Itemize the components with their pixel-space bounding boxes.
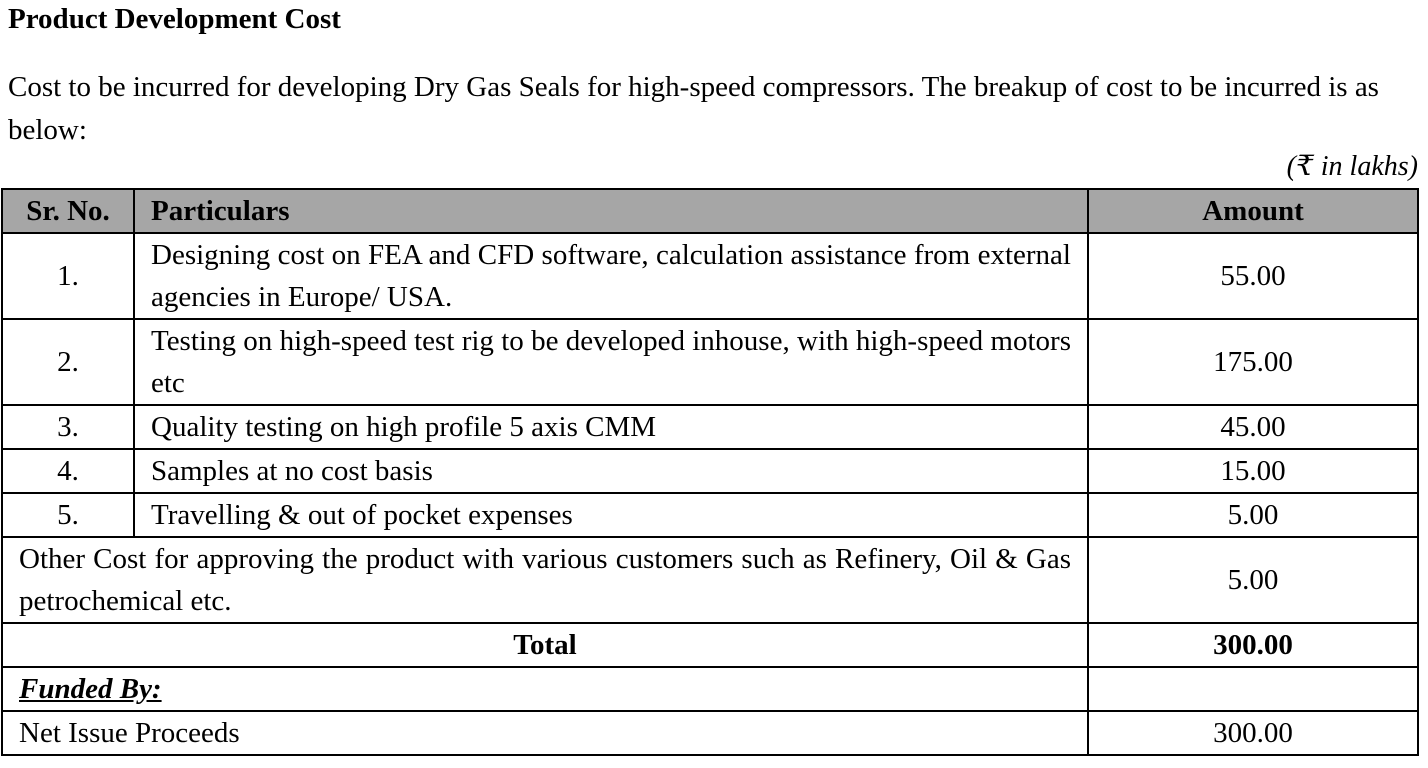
row-sr-no: 2.: [2, 319, 134, 405]
row-particulars: Quality testing on high profile 5 axis CMM: [134, 405, 1088, 449]
header-particulars: Particulars: [134, 189, 1088, 233]
table-header-row: [2, 189, 1418, 233]
unit-note: (₹ in lakhs): [1286, 151, 1418, 182]
cost-table: [1, 188, 1419, 756]
row-amount: 5.00: [1088, 493, 1418, 537]
page-title: Product Development Cost: [8, 3, 341, 35]
total-row: [2, 623, 1418, 667]
intro-paragraph: Cost to be incurred for developing Dry Gas Seals for high-speed compressors. The breakup of cost to be incurred is as below:: [8, 71, 1379, 146]
total-label: Total: [2, 623, 1088, 667]
funded-by-label: Funded By:: [19, 673, 162, 705]
table-row: [2, 233, 1418, 319]
other-cost-row: [2, 537, 1418, 623]
table-row: [2, 449, 1418, 493]
funded-by-cell: [2, 667, 1088, 711]
net-issue-label: Net Issue Proceeds: [2, 711, 1088, 755]
row-sr-no: 4.: [2, 449, 134, 493]
table-row: [2, 405, 1418, 449]
other-cost-particulars: Other Cost for approving the product with various customers such as Refinery, Oil & Gas petrochemical etc.: [2, 537, 1088, 623]
net-issue-row: [2, 711, 1418, 755]
table-row: [2, 319, 1418, 405]
header-amount: Amount: [1088, 189, 1418, 233]
total-amount: 300.00: [1088, 623, 1418, 667]
funded-by-amount: [1088, 667, 1418, 711]
row-amount: 55.00: [1088, 233, 1418, 319]
row-sr-no: 3.: [2, 405, 134, 449]
row-particulars: Designing cost on FEA and CFD software, calculation assistance from external agencies in Europe/ USA.: [134, 233, 1088, 319]
row-amount: 45.00: [1088, 405, 1418, 449]
other-cost-amount: 5.00: [1088, 537, 1418, 623]
header-sr-no: Sr. No.: [2, 189, 134, 233]
row-sr-no: 1.: [2, 233, 134, 319]
row-particulars: Testing on high-speed test rig to be developed inhouse, with high-speed motors etc: [134, 319, 1088, 405]
row-particulars: Travelling & out of pocket expenses: [134, 493, 1088, 537]
row-sr-no: 5.: [2, 493, 134, 537]
row-amount: 175.00: [1088, 319, 1418, 405]
row-amount: 15.00: [1088, 449, 1418, 493]
net-issue-amount: 300.00: [1088, 711, 1418, 755]
row-particulars: Samples at no cost basis: [134, 449, 1088, 493]
funded-by-row: [2, 667, 1418, 711]
table-row: [2, 493, 1418, 537]
